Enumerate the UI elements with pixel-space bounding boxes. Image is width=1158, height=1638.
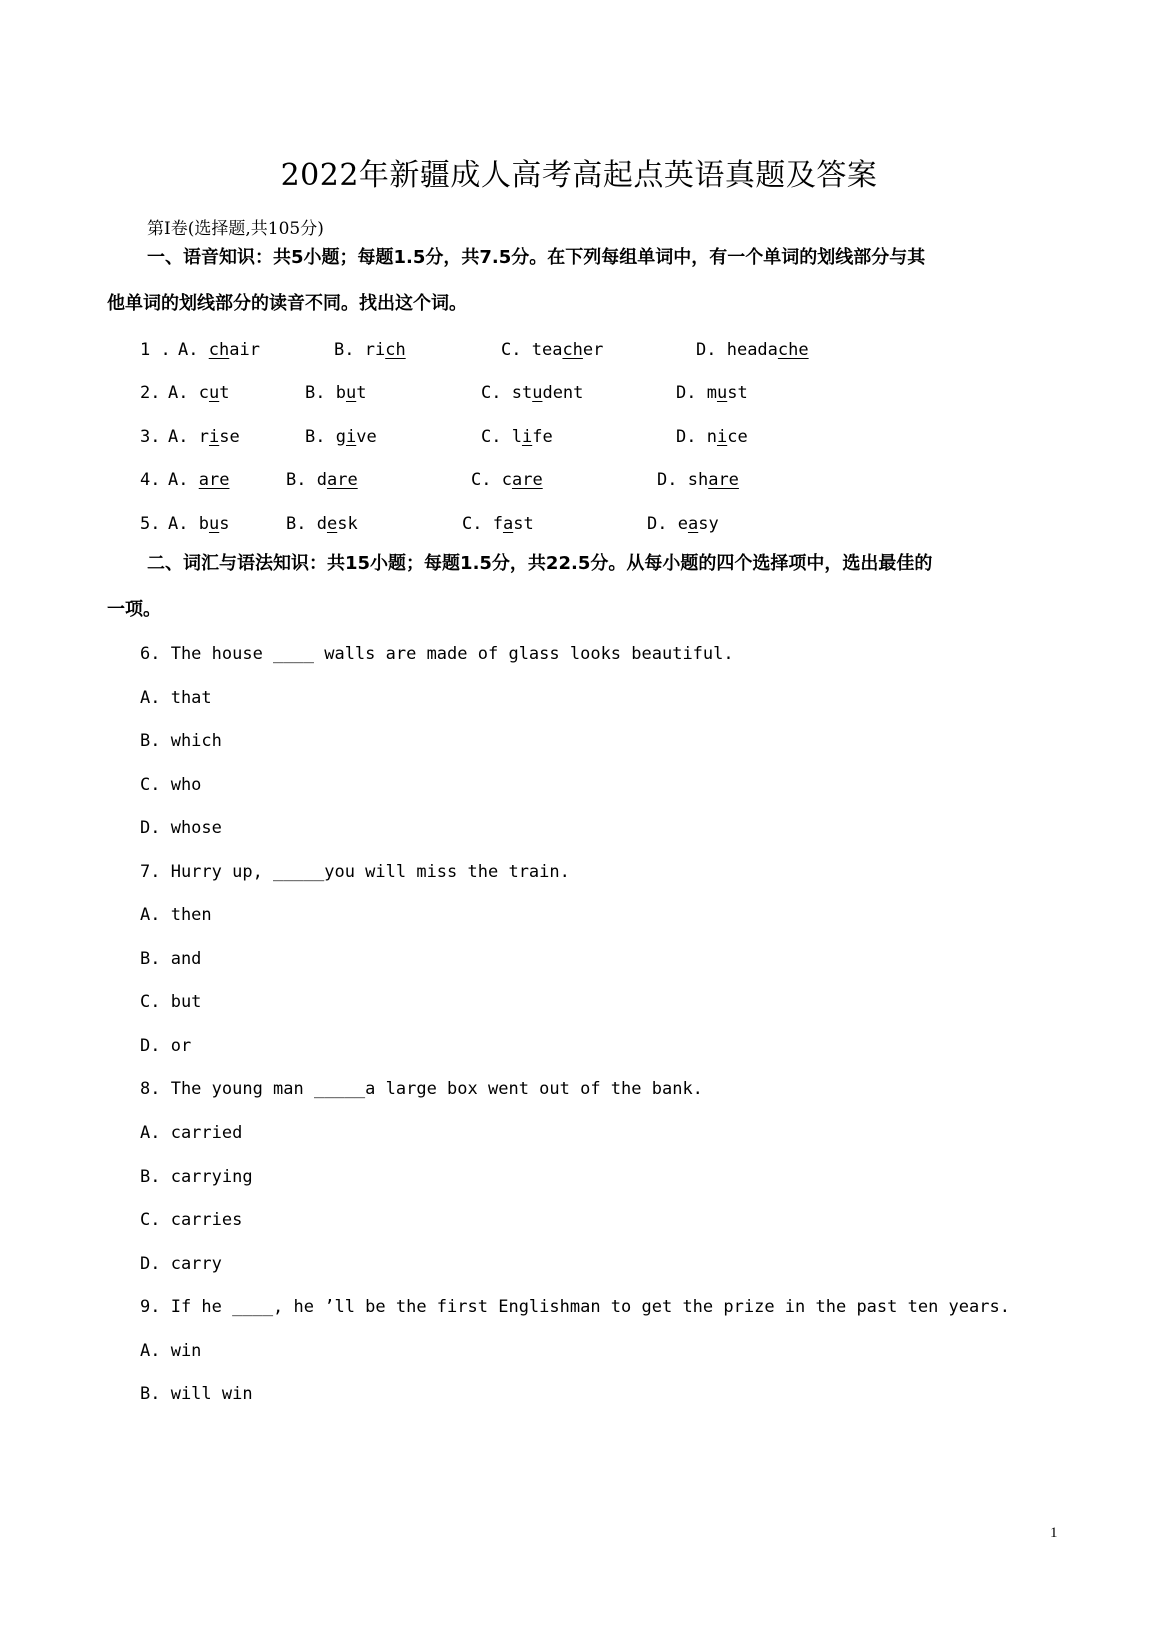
option-c: C. care (471, 470, 543, 490)
answer-option: D. whose (140, 818, 222, 838)
section2-instructions (107, 541, 1055, 633)
option-c: C. fast (462, 514, 534, 534)
section1-line2: 他单词的划线部分的读音不同。找出这个词。 (107, 293, 467, 314)
question-8: 8. The young man _____a large box went out of the bank. (140, 1079, 703, 1099)
option-a: A. chair (178, 340, 260, 360)
answer-option: B. which (140, 731, 222, 751)
question-number: 1 . (140, 340, 181, 360)
section2-line2: 一项。 (107, 599, 161, 620)
answer-option: A. then (140, 905, 212, 925)
answer-option: C. carries (140, 1210, 243, 1230)
page-number: 1 (1050, 1525, 1058, 1541)
option-b: B. rich (334, 340, 406, 360)
option-d: D. headache (696, 340, 809, 360)
question-9: 9. If he ____, he ’ll be the first Englishman to get the prize in the past ten years. (140, 1297, 1010, 1317)
option-b: B. dare (286, 470, 358, 490)
phonetics-question-3 (140, 425, 1040, 449)
option-d: D. must (676, 383, 748, 403)
option-d: D. share (657, 470, 739, 490)
option-c: C. student (481, 383, 584, 403)
answer-option: B. and (140, 949, 202, 969)
answer-option: B. will win (140, 1384, 253, 1404)
answer-option: D. carry (140, 1254, 222, 1274)
option-a: A. bus (168, 514, 230, 534)
option-a: A. cut (168, 383, 230, 403)
option-a: A. rise (168, 427, 240, 447)
option-b: B. give (305, 427, 377, 447)
answer-option: D. or (140, 1036, 192, 1056)
section1-instructions (107, 235, 1055, 327)
option-a: A. are (168, 470, 230, 490)
option-b: B. desk (286, 514, 358, 534)
option-c: C. life (481, 427, 553, 447)
phonetics-question-5 (140, 512, 1040, 536)
volume-heading: 第Ⅰ卷(选择题,共105分) (147, 219, 324, 239)
option-c: C. teacher (501, 340, 604, 360)
answer-option: C. who (140, 775, 202, 795)
section2-line1: 二、词汇与语法知识：共15小题；每题1.5分，共22.5分。从每小题的四个选择项中，选出最佳的 (147, 553, 933, 574)
section1-line1: 一、语音知识：共5小题；每题1.5分，共7.5分。在下列每组单词中，有一个单词的划线部分与其 (147, 247, 926, 268)
option-d: D. easy (647, 514, 719, 534)
question-number: 5. (140, 514, 171, 534)
answer-option: A. win (140, 1341, 202, 1361)
phonetics-question-1 (140, 338, 1040, 362)
question-7: 7. Hurry up, _____you will miss the train. (140, 862, 570, 882)
question-6: 6. The house ____ walls are made of glass looks beautiful. (140, 644, 734, 664)
question-number: 2. (140, 383, 171, 403)
phonetics-question-2 (140, 381, 1040, 405)
answer-option: A. that (140, 688, 212, 708)
answer-option: A. carried (140, 1123, 243, 1143)
answer-option: B. carrying (140, 1167, 253, 1187)
document-title: 2022年新疆成人高考高起点英语真题及答案 (280, 158, 878, 193)
question-number: 3. (140, 427, 171, 447)
question-number: 4. (140, 470, 171, 490)
phonetics-question-4 (140, 468, 1040, 492)
answer-option: C. but (140, 992, 202, 1012)
option-d: D. nice (676, 427, 748, 447)
option-b: B. but (305, 383, 367, 403)
